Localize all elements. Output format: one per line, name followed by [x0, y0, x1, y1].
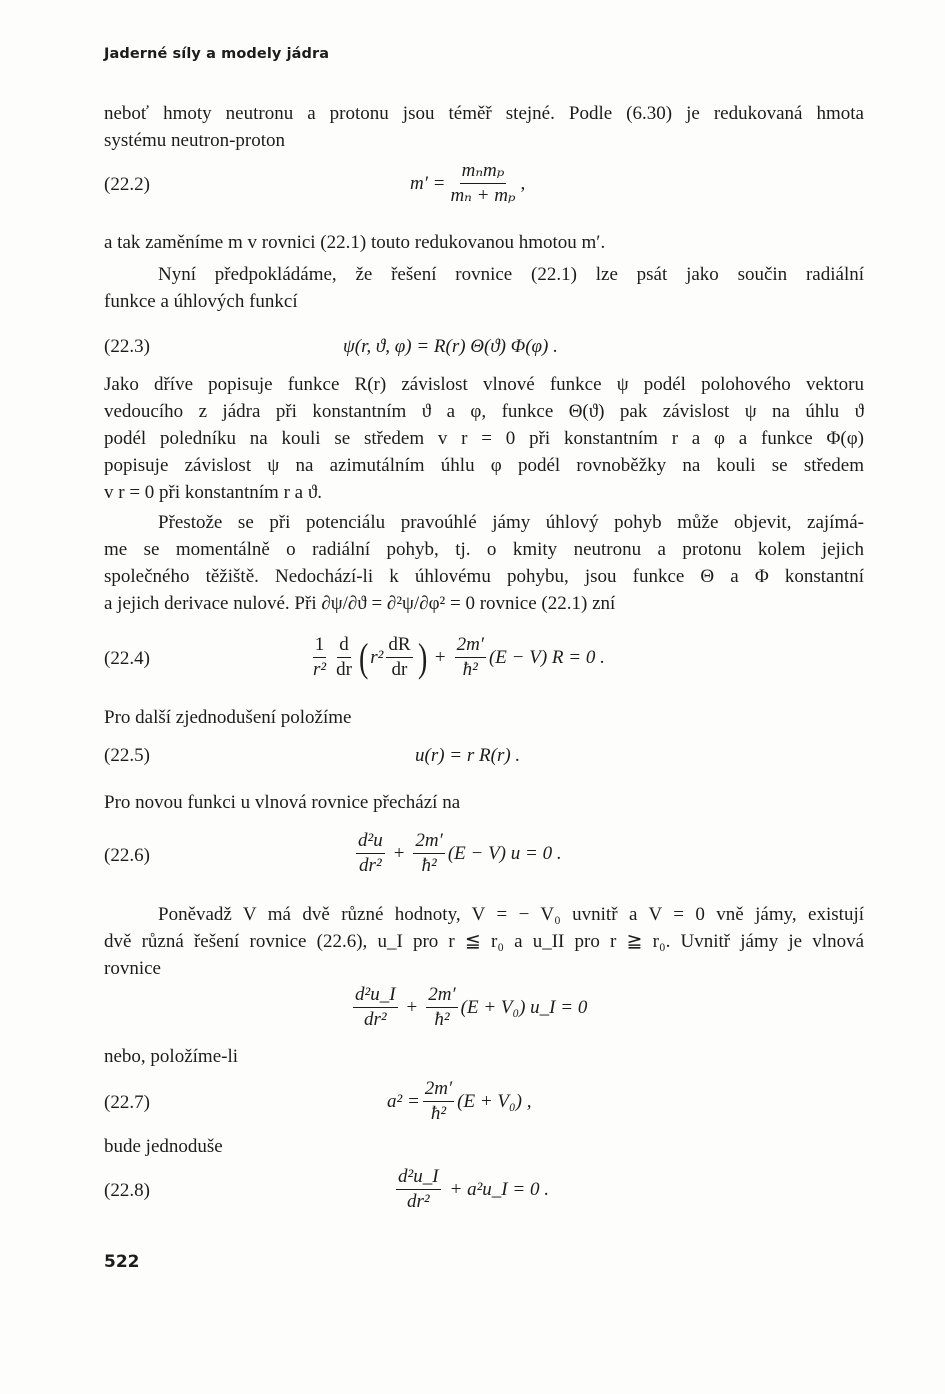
eq-tail: (E + V₀) u_I = 0 [460, 996, 588, 1018]
fraction [356, 830, 385, 877]
denominator: mₙ + mₚ [450, 185, 516, 206]
text-line: a tak zaměníme m v rovnici (22.1) touto redukovanou hmotou m′. [104, 232, 606, 253]
equation-22-6 [353, 830, 562, 877]
inner-term: r² [370, 646, 384, 668]
paragraph-7 [104, 789, 864, 816]
eq-text: ψ(r, ϑ, φ) = R(r) Θ(ϑ) Φ(φ) . [343, 336, 558, 357]
equation-label: (22.2) [104, 174, 150, 195]
fraction [396, 1166, 441, 1213]
equation-22-5 [415, 745, 520, 767]
plus-sign: + [434, 646, 446, 668]
text-line: nebo, položíme-li [104, 1046, 239, 1067]
numerator: 2m′ [455, 634, 486, 658]
paragraph-9 [104, 1043, 864, 1070]
paragraph-8 [104, 901, 864, 982]
numerator: d [337, 634, 351, 658]
text-line: Pro novou funkci u vlnová rovnice přechází na [104, 792, 461, 813]
paragraph-2 [104, 229, 864, 256]
fraction [455, 634, 486, 681]
paragraph-4 [104, 371, 864, 506]
text-line: Pro další zjednodušení položíme [104, 707, 352, 728]
fraction [386, 634, 412, 681]
equation-22-7 [387, 1078, 531, 1125]
fraction [334, 634, 354, 681]
denominator: dr² [363, 1009, 387, 1030]
numerator: 2m′ [413, 830, 444, 854]
denominator: dr² [406, 1191, 430, 1212]
denominator: dr [391, 659, 408, 680]
fraction [423, 1078, 454, 1125]
equation-22-2 [410, 160, 525, 207]
text-line: vedoucího z jádra při konstantním ϑ a φ, funkce Θ(ϑ) pak závislost ψ na úhlu ϑ [104, 401, 864, 422]
text-line: popisuje závislost ψ na azimutálním úhlu φ podél rovnoběžky na kouli se středem [104, 455, 864, 476]
numerator: mₙmₚ [460, 160, 507, 184]
text-line: v r = 0 při konstantním r a ϑ. [104, 482, 323, 503]
denominator: ħ² [430, 1103, 447, 1124]
text-line: rovnice [104, 958, 161, 979]
equation-22-8 [393, 1166, 549, 1213]
text-line: neboť hmoty neutronu a protonu jsou téměř stejné. Podle (6.30) je redukovaná hmota [104, 103, 864, 124]
plus-sign: + [393, 842, 405, 864]
eq-tail: (E − V) R = 0 . [488, 646, 605, 668]
text-line: společného těžiště. Nedochází-li k úhlovému pohybu, jsou funkce Θ a Φ konstantní [104, 566, 864, 587]
denominator: ħ² [434, 1009, 450, 1030]
fraction [426, 984, 457, 1031]
eq-lhs: a² = [387, 1090, 420, 1112]
plus-sign: + [406, 996, 418, 1018]
paragraph-6 [104, 704, 864, 731]
eq-tail: (E + V₀) , [457, 1090, 532, 1112]
equation-label: (22.8) [104, 1180, 150, 1201]
equation-label: (22.6) [104, 845, 150, 866]
text-line: Jako dříve popisuje funkce R(r) závislost vlnové funkce ψ podél polohového vektoru [104, 374, 864, 395]
running-head: Jaderné síly a modely jádra [104, 46, 330, 62]
paragraph-3 [104, 261, 864, 315]
fraction [448, 160, 517, 207]
denominator: ħ² [421, 855, 437, 876]
fraction [311, 634, 328, 681]
text-line: a jejich derivace nulové. Při ∂ψ/∂ϑ = ∂²ψ/∂φ² = 0 rovnice (22.1) zní [104, 593, 616, 614]
numerator: dR [386, 634, 412, 658]
text-line: Přestože se při potenciálu pravoúhlé jámy úhlový pohyb může objevit, zajímá- [158, 512, 864, 533]
numerator: 1 [313, 634, 327, 658]
paragraph-10 [104, 1133, 864, 1160]
equation-unnumbered [350, 984, 587, 1031]
text-line: bude jednoduše [104, 1136, 223, 1157]
eq-lhs: m′ = [410, 172, 446, 194]
text-line: me se momentálně o radiální pohyb, tj. o kmity neutronu a protonu kolem jejich [104, 539, 864, 560]
text-line: podél poledníku na kouli se středem v r = 0 při konstantním r a φ a funkce Φ(φ) [104, 428, 864, 449]
text-line: dvě různá řešení rovnice (22.6), u_I pro r ≦ r₀ a u_II pro r ≧ r₀. Uvnitř jámy je vlnová [104, 931, 864, 952]
eq-text: u(r) = r R(r) . [415, 745, 521, 766]
numerator: 2m′ [423, 1078, 454, 1102]
text-line: systému neutron-proton [104, 130, 286, 151]
numerator: d²u_I [396, 1166, 441, 1190]
paragraph-5 [104, 509, 864, 617]
equation-label: (22.5) [104, 745, 150, 766]
text-line: Nyní předpokládáme, že řešení rovnice (22.1) lze psát jako součin radiální [158, 264, 864, 285]
denominator: dr² [359, 855, 382, 876]
numerator: 2m′ [426, 984, 457, 1008]
equation-label: (22.4) [104, 648, 150, 669]
denominator: dr [336, 659, 352, 680]
eq-tail: + a²u_I = 0 . [449, 1178, 549, 1200]
left-paren: ( [358, 634, 369, 680]
equation-label: (22.7) [104, 1092, 150, 1113]
text-line: funkce a úhlových funkcí [104, 291, 298, 312]
numerator: d²u_I [353, 984, 398, 1008]
equation-22-4 [308, 634, 605, 681]
fraction [413, 830, 444, 877]
equation-22-3 [343, 336, 558, 358]
fraction [353, 984, 398, 1031]
denominator: ħ² [462, 659, 478, 680]
paragraph-1 [104, 100, 864, 154]
eq-tail: (E − V) u = 0 . [447, 842, 562, 864]
text-line: Poněvadž V má dvě různé hodnoty, V = − V₀ uvnitř a V = 0 vně jámy, existují [158, 904, 864, 925]
equation-label: (22.3) [104, 336, 150, 357]
denominator: r² [313, 659, 327, 680]
page-number: 522 [104, 1252, 140, 1272]
right-paren: ) [417, 634, 427, 680]
eq-tail: , [520, 172, 526, 194]
numerator: d²u [356, 830, 385, 854]
